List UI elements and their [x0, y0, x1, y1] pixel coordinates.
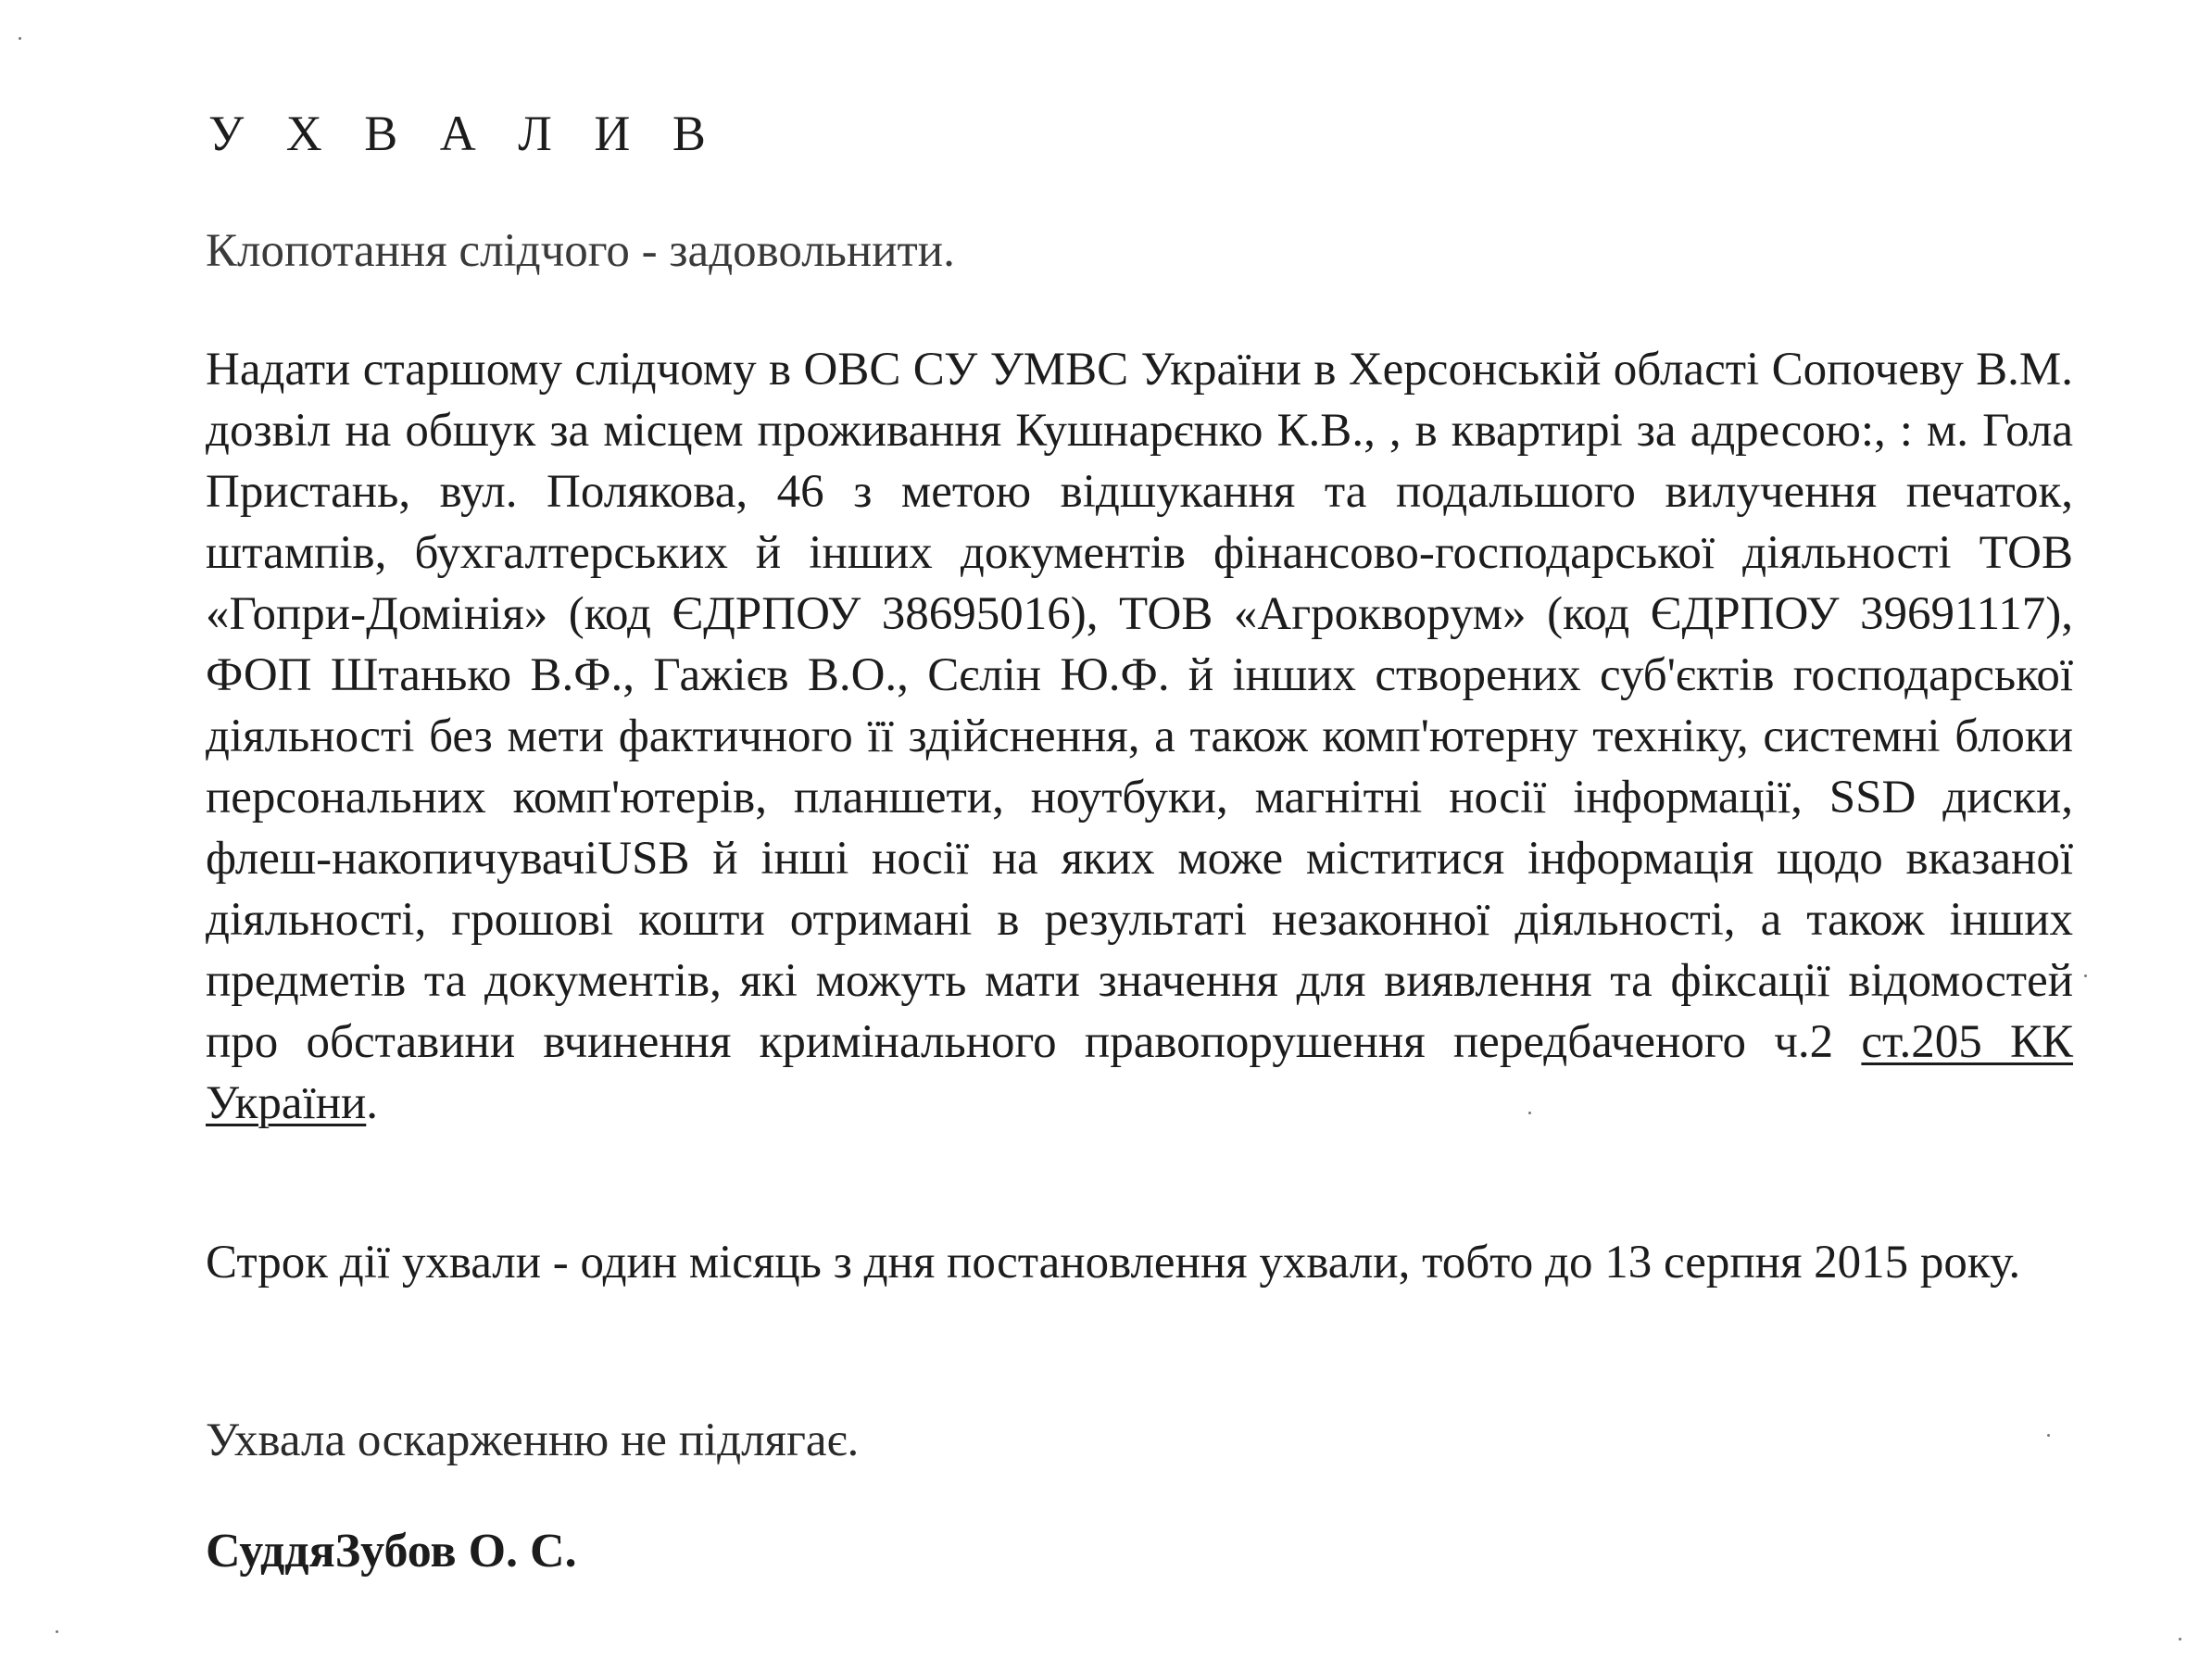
scan-speck	[56, 1630, 58, 1633]
judge-signature: СуддяЗубов О. С.	[206, 1525, 577, 1578]
scan-speck	[19, 37, 21, 40]
search-permission-paragraph	[206, 339, 2073, 1134]
search-permission-text: Надати старшому слідчому в ОВС СУ УМВС України в Херсонській області Сопочеву В.М. дозвіл на обшук за місцем проживання Кушнарєнко К.В., , в квартирі за адресою:, : м. Гола Пристань, вул. Полякова, 46 з метою відшукання та подальшого вилучення печаток, штампів, бухгалтерських й інших документів фінансово-господарської діяльності ТОВ «Гопри-Домінія» (код ЄДРПОУ 38695016), ТОВ «Агрокворум» (код ЄДРПОУ 39691117), ФОП Штанько В.Ф., Гажієв В.О., Сєлін Ю.Ф. й інших створених суб'єктів господарської діяльності без мети фактичного її здійснення, а також комп'ютерну техніку, системні блоки персональних комп'ютерів, планшети, ноутбуки, магнітні носії інформації, SSD диски, флеш-накопичувачіUSB й інші носії на яких може міститися інформація щодо вказаної діяльності, грошові кошти отримані в результаті незаконної діяльності, а також інших предметів та документів, які можуть мати значення для виявлення та фіксації відомостей про обставини вчинення кримінального правопорушення передбаченого ч.2	[206, 344, 2073, 1068]
scan-speck	[2179, 1638, 2181, 1641]
scan-speck	[1528, 1112, 1531, 1114]
motion-paragraph: Клопотання слідчого - задовольнити.	[206, 225, 955, 277]
scan-speck	[2047, 1434, 2050, 1437]
ruling-heading: У Х В А Л И В	[208, 106, 721, 161]
validity-term-paragraph: Строк дії ухвали - один місяць з дня постановлення ухвали, тобто до 13 серпня 2015 року.	[206, 1237, 2021, 1289]
appeal-paragraph: Ухвала оскарженню не підлягає.	[206, 1414, 860, 1466]
search-permission-end: .	[366, 1077, 379, 1129]
scan-speck	[2084, 974, 2087, 977]
statute-reference: ст.205 КК України	[206, 1016, 2073, 1129]
